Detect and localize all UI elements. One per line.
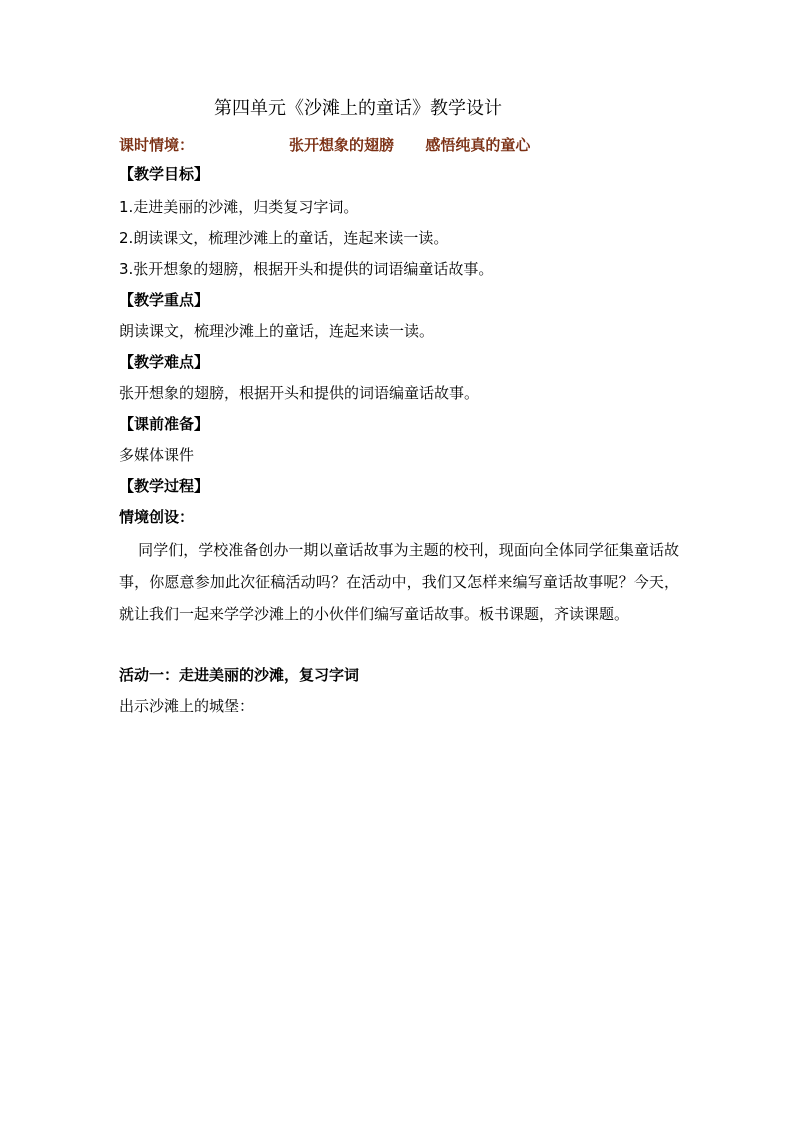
key-points-text: 朗读课文，梳理沙滩上的童话，连起来读一读。	[119, 322, 435, 340]
difficulty-text: 张开想象的翅膀，根据开头和提供的词语编童话故事。	[119, 384, 480, 402]
difficulty-heading: 【教学难点】	[119, 353, 210, 371]
preparation-heading: 【课前准备】	[119, 415, 210, 433]
key-points-heading: 【教学重点】	[119, 291, 210, 309]
document-title: 第四单元《沙滩上的童话》教学设计	[214, 98, 502, 119]
goal-item-3: 3.张开想象的翅膀，根据开头和提供的词语编童话故事。	[119, 260, 494, 278]
lesson-context-label: 课时情境：	[119, 136, 195, 154]
preparation-text: 多媒体课件	[119, 446, 195, 464]
lesson-context-value: 张开想象的翅膀 感悟纯真的童心	[289, 136, 531, 154]
process-heading: 【教学过程】	[119, 477, 210, 495]
scenario-heading: 情境创设：	[119, 508, 195, 526]
activity-1-heading: 活动一：走进美丽的沙滩，复习字词	[119, 666, 360, 684]
activity-1-text: 出示沙滩上的城堡：	[119, 697, 255, 715]
scenario-paragraph: 同学们，学校准备创办一期以童话故事为主题的校刊，现面向全体同学征集童话故事，你愿意参加此次征稿活动吗？在活动中，我们又怎样来编写童话故事呢？今天，就让我们一起来学学沙滩上的小伙伴们编写童话故事。板书课题，齐读课题。	[119, 541, 679, 623]
goal-item-2: 2.朗读课文，梳理沙滩上的童话，连起来读一读。	[119, 229, 449, 247]
goal-item-1: 1.走进美丽的沙滩，归类复习字词。	[119, 198, 359, 216]
goals-heading: 【教学目标】	[119, 165, 210, 183]
